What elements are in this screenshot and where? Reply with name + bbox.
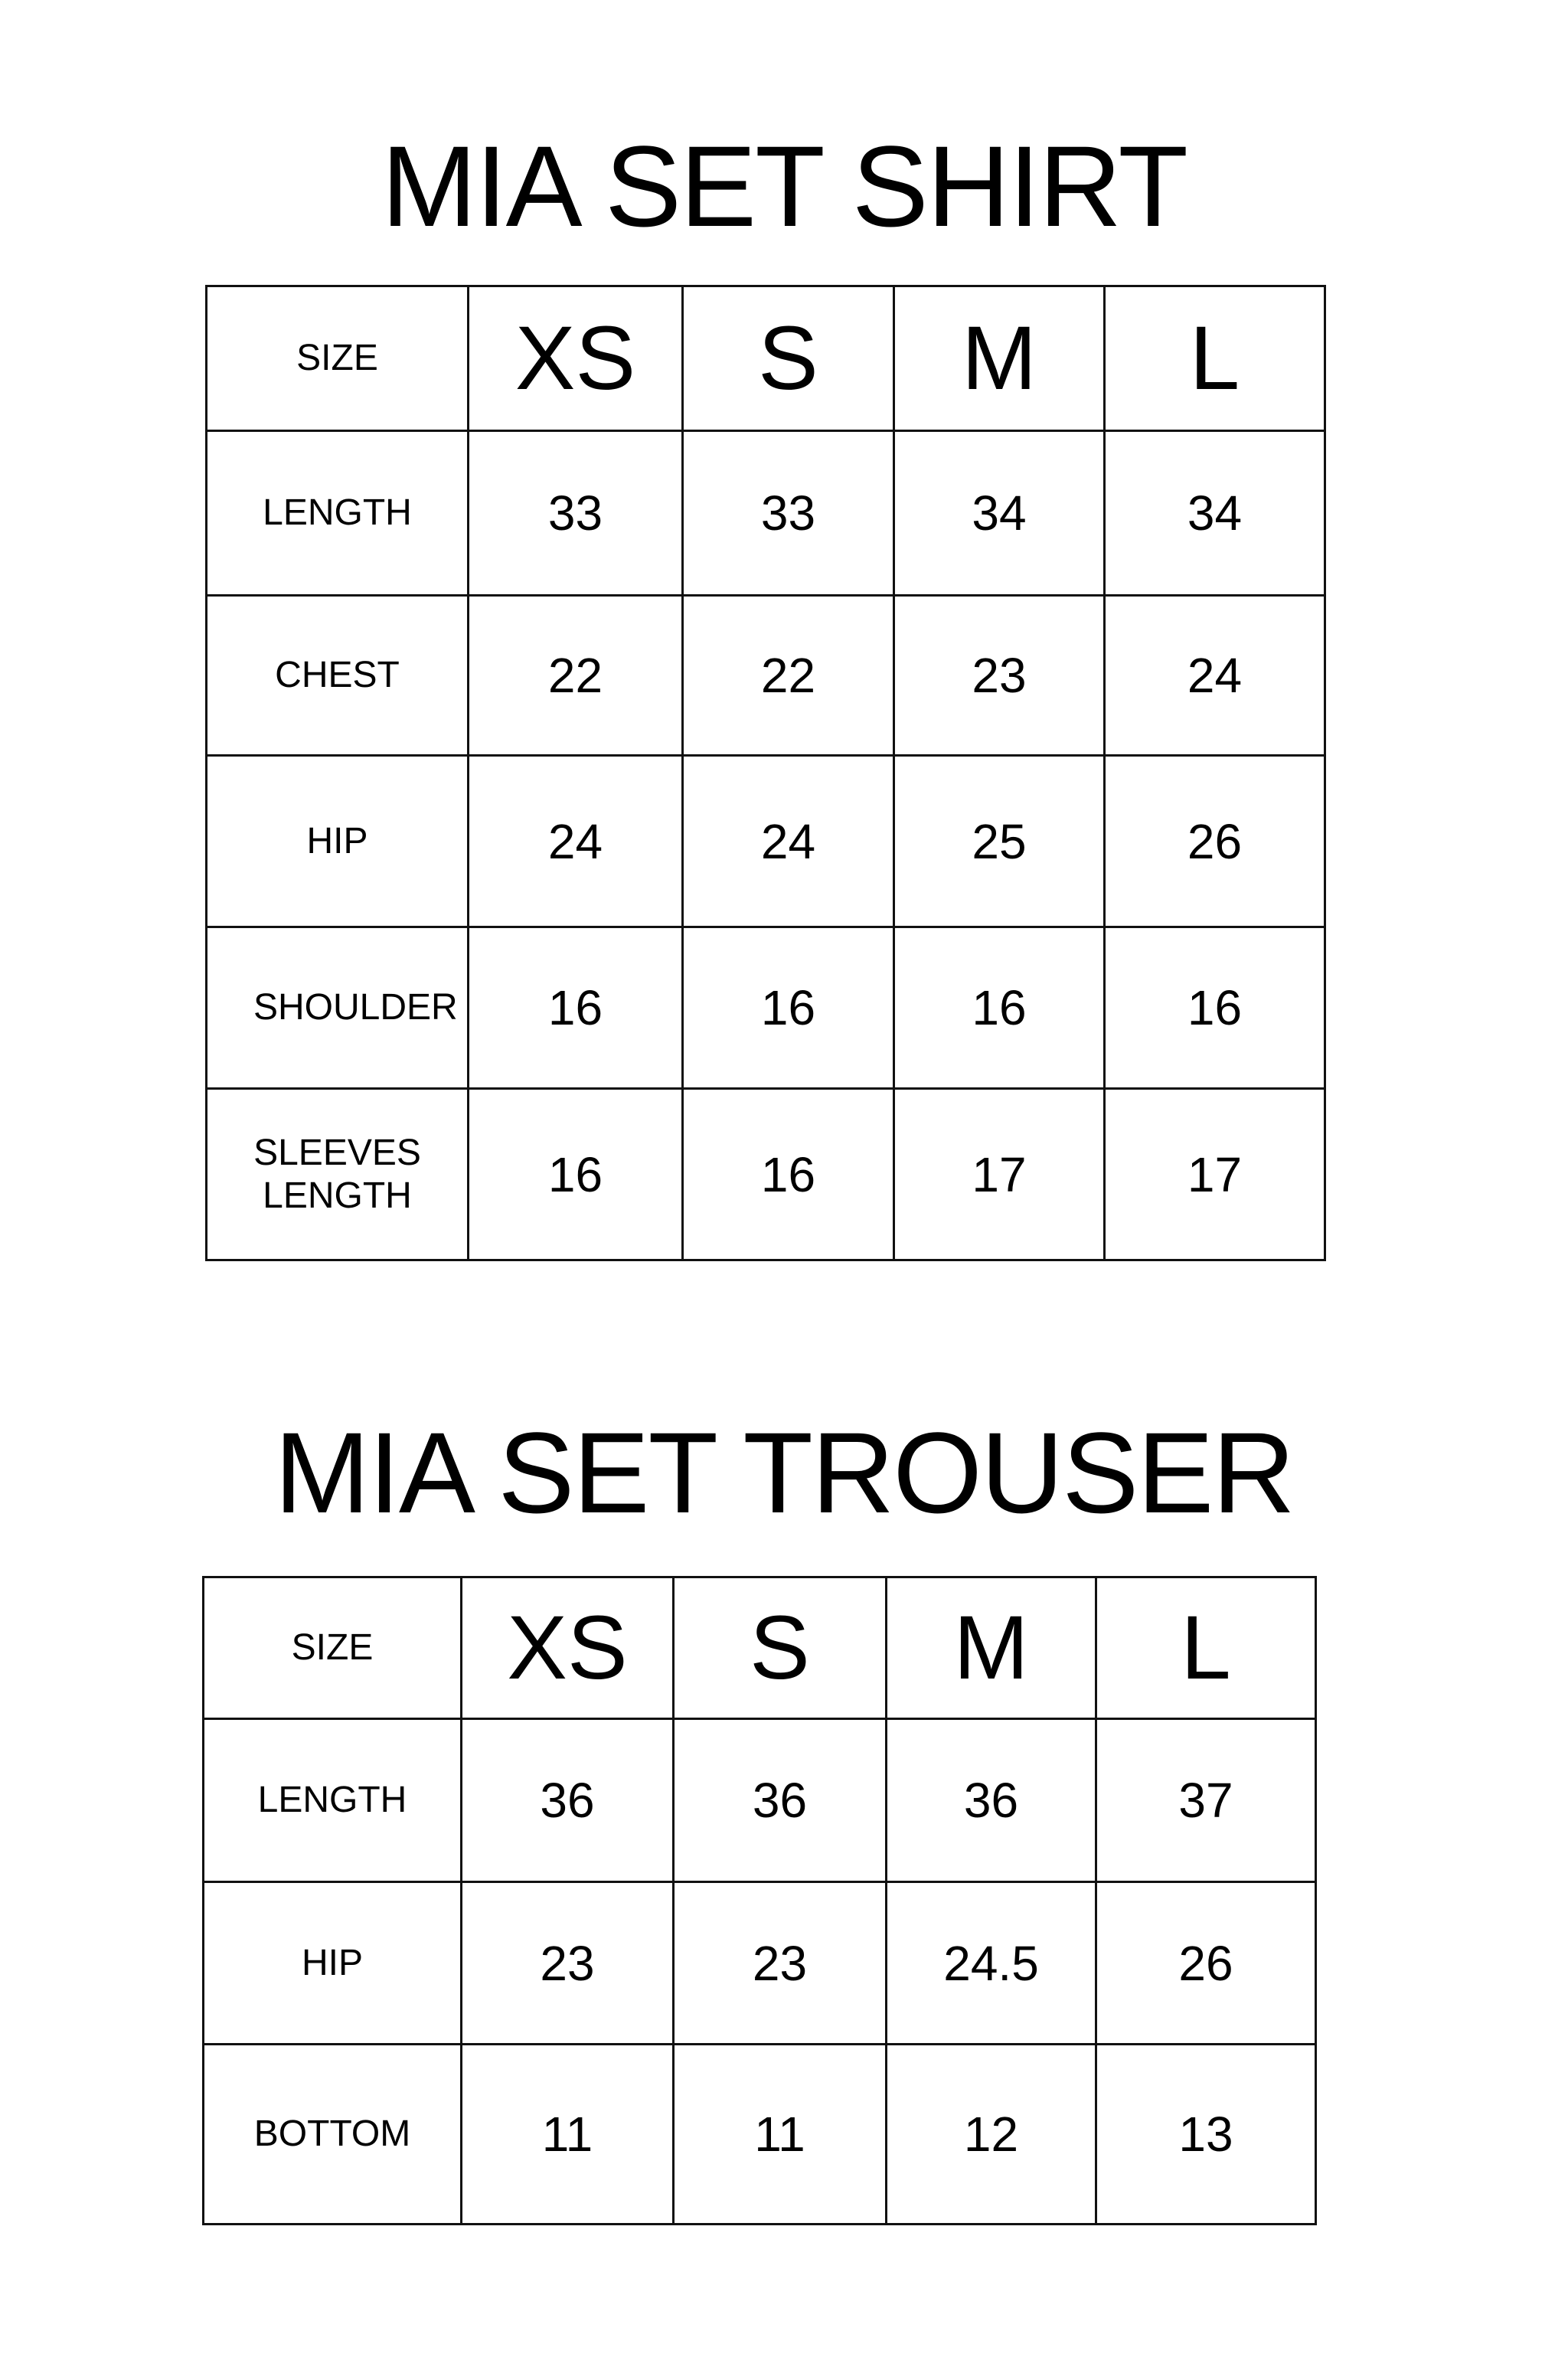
measurement-value: 23 <box>462 1882 674 2045</box>
size-column-header: L <box>1096 1577 1316 1719</box>
measurement-value: 34 <box>894 431 1105 596</box>
size-column-header: M <box>887 1577 1096 1719</box>
measurement-value: 11 <box>674 2045 887 2225</box>
size-header-label: SIZE <box>207 286 469 431</box>
table-row <box>207 596 1325 756</box>
measurement-value: 16 <box>683 1089 894 1260</box>
size-column-header: XS <box>469 286 683 431</box>
measurement-value: 12 <box>887 2045 1096 2225</box>
measurement-label: LENGTH <box>207 431 469 596</box>
table-row <box>207 431 1325 596</box>
measurement-value: 36 <box>462 1719 674 1882</box>
table-row <box>204 1882 1316 2045</box>
measurement-value: 33 <box>469 431 683 596</box>
measurement-value: 17 <box>1105 1089 1325 1260</box>
measurement-value: 24 <box>469 756 683 927</box>
measurement-value: 37 <box>1096 1719 1316 1882</box>
table-header-row <box>207 286 1325 431</box>
table-row <box>207 756 1325 927</box>
size-column-header: M <box>894 286 1105 431</box>
measurement-label: BOTTOM <box>204 2045 462 2225</box>
measurement-label: HIP <box>204 1882 462 2045</box>
measurement-value: 26 <box>1105 756 1325 927</box>
measurement-label: CHEST <box>207 596 469 756</box>
table-row <box>207 927 1325 1089</box>
measurement-value: 24 <box>1105 596 1325 756</box>
measurement-value: 23 <box>674 1882 887 2045</box>
table-row <box>204 2045 1316 2225</box>
measurement-value: 24.5 <box>887 1882 1096 2045</box>
measurement-label: HIP <box>207 756 469 927</box>
size-header-label: SIZE <box>204 1577 462 1719</box>
measurement-value: 33 <box>683 431 894 596</box>
measurement-value: 11 <box>462 2045 674 2225</box>
measurement-value: 36 <box>674 1719 887 1882</box>
measurement-value: 22 <box>683 596 894 756</box>
measurement-value: 16 <box>683 927 894 1089</box>
measurement-value: 24 <box>683 756 894 927</box>
shirt-size-chart-title: MIA SET SHIRT <box>381 122 1187 250</box>
measurement-value: 23 <box>894 596 1105 756</box>
measurement-value: 16 <box>894 927 1105 1089</box>
table-header-row <box>204 1577 1316 1719</box>
size-column-header: XS <box>462 1577 674 1719</box>
measurement-value: 26 <box>1096 1882 1316 2045</box>
measurement-value: 36 <box>887 1719 1096 1882</box>
measurement-label: LENGTH <box>204 1719 462 1882</box>
measurement-value: 13 <box>1096 2045 1316 2225</box>
table-row <box>207 1089 1325 1260</box>
shirt-size-table <box>205 285 1326 1261</box>
measurement-value: 25 <box>894 756 1105 927</box>
table-row <box>204 1719 1316 1882</box>
trouser-size-chart-title: MIA SET TROUSER <box>274 1408 1294 1537</box>
measurement-value: 16 <box>469 927 683 1089</box>
measurement-label: SLEEVES LENGTH <box>207 1089 469 1260</box>
size-column-header: L <box>1105 286 1325 431</box>
measurement-value: 17 <box>894 1089 1105 1260</box>
measurement-label: SHOULDER <box>207 927 469 1089</box>
size-column-header: S <box>674 1577 887 1719</box>
measurement-value: 22 <box>469 596 683 756</box>
measurement-value: 34 <box>1105 431 1325 596</box>
measurement-value: 16 <box>469 1089 683 1260</box>
size-column-header: S <box>683 286 894 431</box>
trouser-size-table <box>202 1576 1317 2225</box>
measurement-value: 16 <box>1105 927 1325 1089</box>
